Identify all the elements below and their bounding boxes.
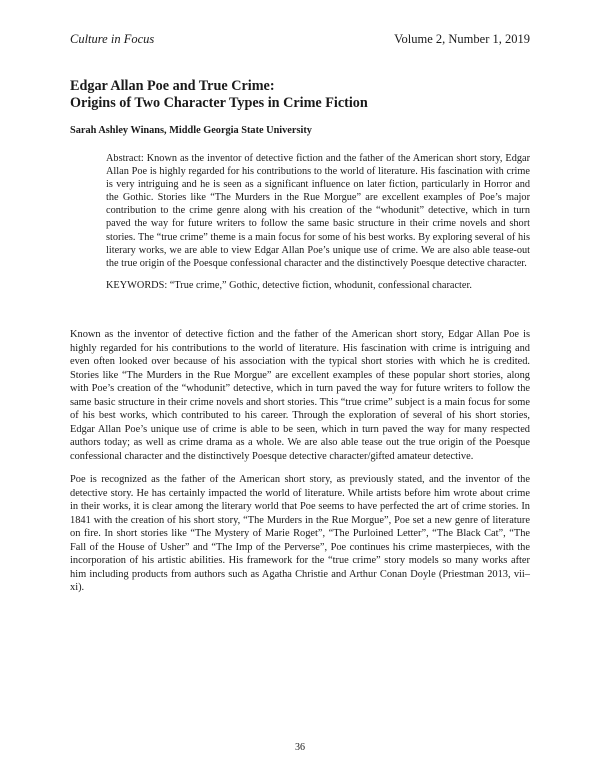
volume-info: Volume 2, Number 1, 2019 [394, 32, 530, 46]
abstract-block [106, 152, 530, 292]
title-line-2: Origins of Two Character Types in Crime Fiction [70, 94, 368, 111]
running-header [70, 32, 530, 47]
author-line: Sarah Ashley Winans, Middle Georgia State University [70, 125, 312, 136]
page-number: 36 [295, 742, 305, 753]
keywords: KEYWORDS: “True crime,” Gothic, detective fiction, whodunit, confessional character. [106, 279, 472, 291]
article-title [70, 78, 530, 111]
abstract-text: Abstract: Known as the inventor of detective fiction and the father of the American short story, Edgar Allan Poe is highly regarded for his contributions to the world of literature. His fascination with crime is very intriguing and he is seen as a significant influence on later fiction, particularly in Horror and the Gothic. Stories like “The Murders in the Rue Morgue” are excellent examples of Poe’s major contribution to the crime genre along with his creation of the “whodunit” detective, which in turn paved the way for future writers to follow the same basic structure in their crime novels and short stories. The “true crime” theme is a main focus for some of his best works. By exploring several of his literary works, we are able to view Edgar Allan Poe’s unique use of crime. We are also able tease-out the true origin of the Poesque confessional character and the distinctively Poesque detective character. [106, 153, 530, 269]
body-paragraph-2: Poe is recognized as the father of the American short story, as previously stated, and the inventor of the detective story. He has certainly impacted the world of literature. While artists before him wrote about crime in their works, it is clear among the literary world that Poe seems to have perfected the art of crime stories. In 1841 with the creation of his short story, “The Murders in the Rue Morgue”, Poe set a new genre of literature on fire. In short stories like “The Mystery of Marie Roget”, “The Purloined Letter”, “The Black Cat”, “The Fall of the House of Usher” and “The Imp of the Perverse”, Poe continues his crime masterpieces, with the incorporation of his artistic abilities. His framework for the “true crime” story models so many works after him including products from authors such as Agatha Christie and Arthur Conan Doyle (Priestman 2013, vii–xi). [70, 474, 530, 593]
body-text [70, 328, 530, 605]
journal-name: Culture in Focus [70, 32, 155, 46]
title-line-1: Edgar Allan Poe and True Crime: [70, 78, 275, 94]
body-paragraph-1: Known as the inventor of detective fiction and the father of the American short story, Edgar Allan Poe is highly regarded for his contributions to the world of literature. His fascination with crime is intriguing and even often looked over because of his association with the typical short stories with which he is credited. Stories like “The Murders in the Rue Morgue” are excellent examples of these popular short stories, along with Poe’s creation of the “whodunit” detective, which in turn paved the way for future writers to follow the same basic structure in their crime novels and short stories. This “true crime” subject is a main focus for some of his best works, which contributed to his career. Through the exploration of several of his short stories, Edgar Allan Poe’s unique use of crime is able to be seen, which in turn paved the way for many respected authors today; as well as crime drama as a whole. We are also able tease out the true origin of the Poesque confessional character and the distinctively Poesque detective character/gifted amateur detective. [70, 329, 530, 462]
